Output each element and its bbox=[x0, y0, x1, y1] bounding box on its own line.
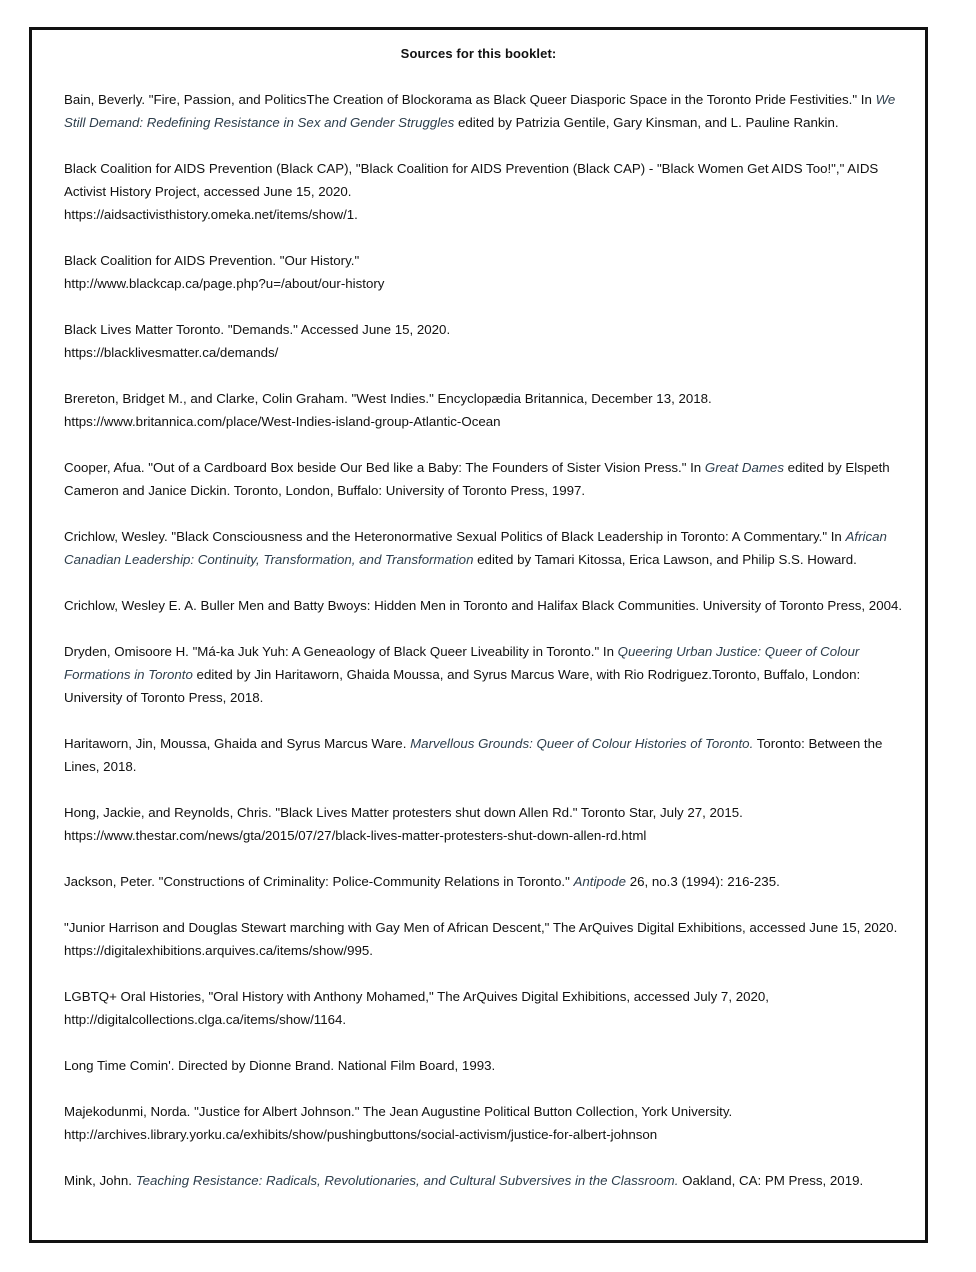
reference-text: Dryden, Omisoore H. "Má-ka Juk Yuh: A Geneaology of Black Queer Liveability in Toronto." In bbox=[64, 644, 618, 659]
reference-text: https://www.thestar.com/news/gta/2015/07/27/black-lives-matter-protesters-shut-down-allen-rd.html bbox=[64, 828, 647, 843]
reference-entry bbox=[64, 318, 905, 364]
reference-entry bbox=[64, 801, 905, 847]
reference-text: Cooper, Afua. "Out of a Cardboard Box beside Our Bed like a Baby: The Founders of Sister Vision Press." In bbox=[64, 460, 705, 475]
reference-entry bbox=[64, 525, 905, 571]
reference-text: 26, no.3 (1994): 216-235. bbox=[626, 874, 780, 889]
reference-title: Marvellous Grounds: Queer of Colour Histories of Toronto. bbox=[410, 736, 754, 751]
reference-title: African Canadian Leadership: Continuity, Transformation, and Transformation bbox=[64, 529, 887, 567]
reference-text: Black Lives Matter Toronto. "Demands." Accessed June 15, 2020. bbox=[64, 322, 451, 337]
reference-entry bbox=[64, 387, 905, 433]
reference-text: Crichlow, Wesley E. A. Buller Men and Batty Bwoys: Hidden Men in Toronto and Halifax Black Communities. University of Toronto Press, 2004. bbox=[64, 598, 903, 613]
reference-text: Hong, Jackie, and Reynolds, Chris. "Black Lives Matter protesters shut down Allen Rd." Toronto Star, July 27, 2015. bbox=[64, 805, 743, 820]
reference-text: Jackson, Peter. "Constructions of Criminality: Police-Community Relations in Toronto." bbox=[64, 874, 574, 889]
reference-list bbox=[64, 88, 905, 1215]
reference-text: https://www.britannica.com/place/West-Indies-island-group-Atlantic-Ocean bbox=[64, 414, 501, 429]
reference-text: edited by Tamari Kitossa, Erica Lawson, and Philip S.S. Howard. bbox=[473, 552, 857, 567]
reference-text: Black Coalition for AIDS Prevention (Black CAP), "Black Coalition for AIDS Prevention (Black CAP) - "Black Women Get AIDS Too!"," AIDS Activist History Project, accessed June 15, 2020. bbox=[64, 161, 879, 199]
reference-title: Queering Urban Justice: Queer of Colour Formations in Toronto bbox=[64, 644, 860, 682]
reference-entry bbox=[64, 249, 905, 295]
reference-entry bbox=[64, 640, 905, 709]
reference-text: Majekodunmi, Norda. "Justice for Albert Johnson." The Jean Augustine Political Button Collection, York University. bbox=[64, 1104, 733, 1119]
reference-text: Mink, John. bbox=[64, 1173, 136, 1188]
reference-text: edited by Patrizia Gentile, Gary Kinsman, and L. Pauline Rankin. bbox=[454, 115, 839, 130]
page-border bbox=[29, 27, 928, 1243]
reference-entry bbox=[64, 916, 905, 962]
reference-text: Bain, Beverly. "Fire, Passion, and PoliticsThe Creation of Blockorama as Black Queer Diasporic Space in the Toronto Pride Festivities." In bbox=[64, 92, 876, 107]
reference-entry bbox=[64, 1100, 905, 1146]
reference-entry bbox=[64, 88, 905, 134]
reference-text: "Junior Harrison and Douglas Stewart marching with Gay Men of African Descent," The ArQuives Digital Exhibitions, accessed June 15, 2020. https://digitalexhibitions.arquives.ca/items/show/995. bbox=[64, 920, 898, 958]
reference-entry bbox=[64, 732, 905, 778]
reference-title: Great Dames bbox=[704, 460, 784, 475]
reference-text: LGBTQ+ Oral Histories, "Oral History with Anthony Mohamed," The ArQuives Digital Exhibitions, accessed July 7, 2020, http://digitalcollections.clga.ca/items/show/1164. bbox=[64, 989, 769, 1027]
reference-title: We Still Demand: Redefining Resistance in Sex and Gender Struggles bbox=[64, 92, 896, 130]
reference-text: Haritaworn, Jin, Moussa, Ghaida and Syrus Marcus Ware. bbox=[64, 736, 411, 751]
reference-text: Long Time Comin'. Directed by Dionne Brand. National Film Board, 1993. bbox=[64, 1058, 496, 1073]
reference-text: Crichlow, Wesley. "Black Consciousness and the Heteronormative Sexual Politics of Black Leadership in Toronto: A Commentary." In bbox=[64, 529, 846, 544]
page-title: Sources for this booklet: bbox=[400, 46, 557, 61]
reference-text: http://archives.library.yorku.ca/exhibits/show/pushingbuttons/social-activism/justice-for-albert-johnson bbox=[64, 1127, 658, 1142]
reference-text: Brereton, Bridget M., and Clarke, Colin Graham. "West Indies." Encyclopædia Britannica, December 13, 2018. bbox=[64, 391, 712, 406]
reference-entry bbox=[64, 1054, 905, 1077]
reference-entry bbox=[64, 456, 905, 502]
reference-title: Antipode bbox=[573, 874, 627, 889]
reference-entry bbox=[64, 594, 905, 617]
reference-text: https://aidsactivisthistory.omeka.net/items/show/1. bbox=[64, 207, 358, 222]
reference-text: https://blacklivesmatter.ca/demands/ bbox=[64, 345, 279, 360]
reference-text: Oakland, CA: PM Press, 2019. bbox=[678, 1173, 864, 1188]
reference-text: edited by Elspeth Cameron and Janice Dickin. Toronto, London, Buffalo: University of Toronto Press, 1997. bbox=[64, 460, 890, 498]
reference-text: edited by Jin Haritaworn, Ghaida Moussa, and Syrus Marcus Ware, with Rio Rodriguez.Toronto, Buffalo, London: University of Toronto Press, 2018. bbox=[64, 667, 861, 705]
reference-text: http://www.blackcap.ca/page.php?u=/about/our-history bbox=[64, 276, 385, 291]
reference-entry bbox=[64, 985, 905, 1031]
reference-text: Toronto: Between the Lines, 2018. bbox=[64, 736, 883, 774]
reference-entry bbox=[64, 870, 905, 893]
reference-title: Teaching Resistance: Radicals, Revolutionaries, and Cultural Subversives in the Classroom. bbox=[135, 1173, 679, 1188]
reference-entry bbox=[64, 1169, 905, 1192]
reference-text: Black Coalition for AIDS Prevention. "Our History." bbox=[64, 253, 360, 268]
reference-entry bbox=[64, 157, 905, 226]
